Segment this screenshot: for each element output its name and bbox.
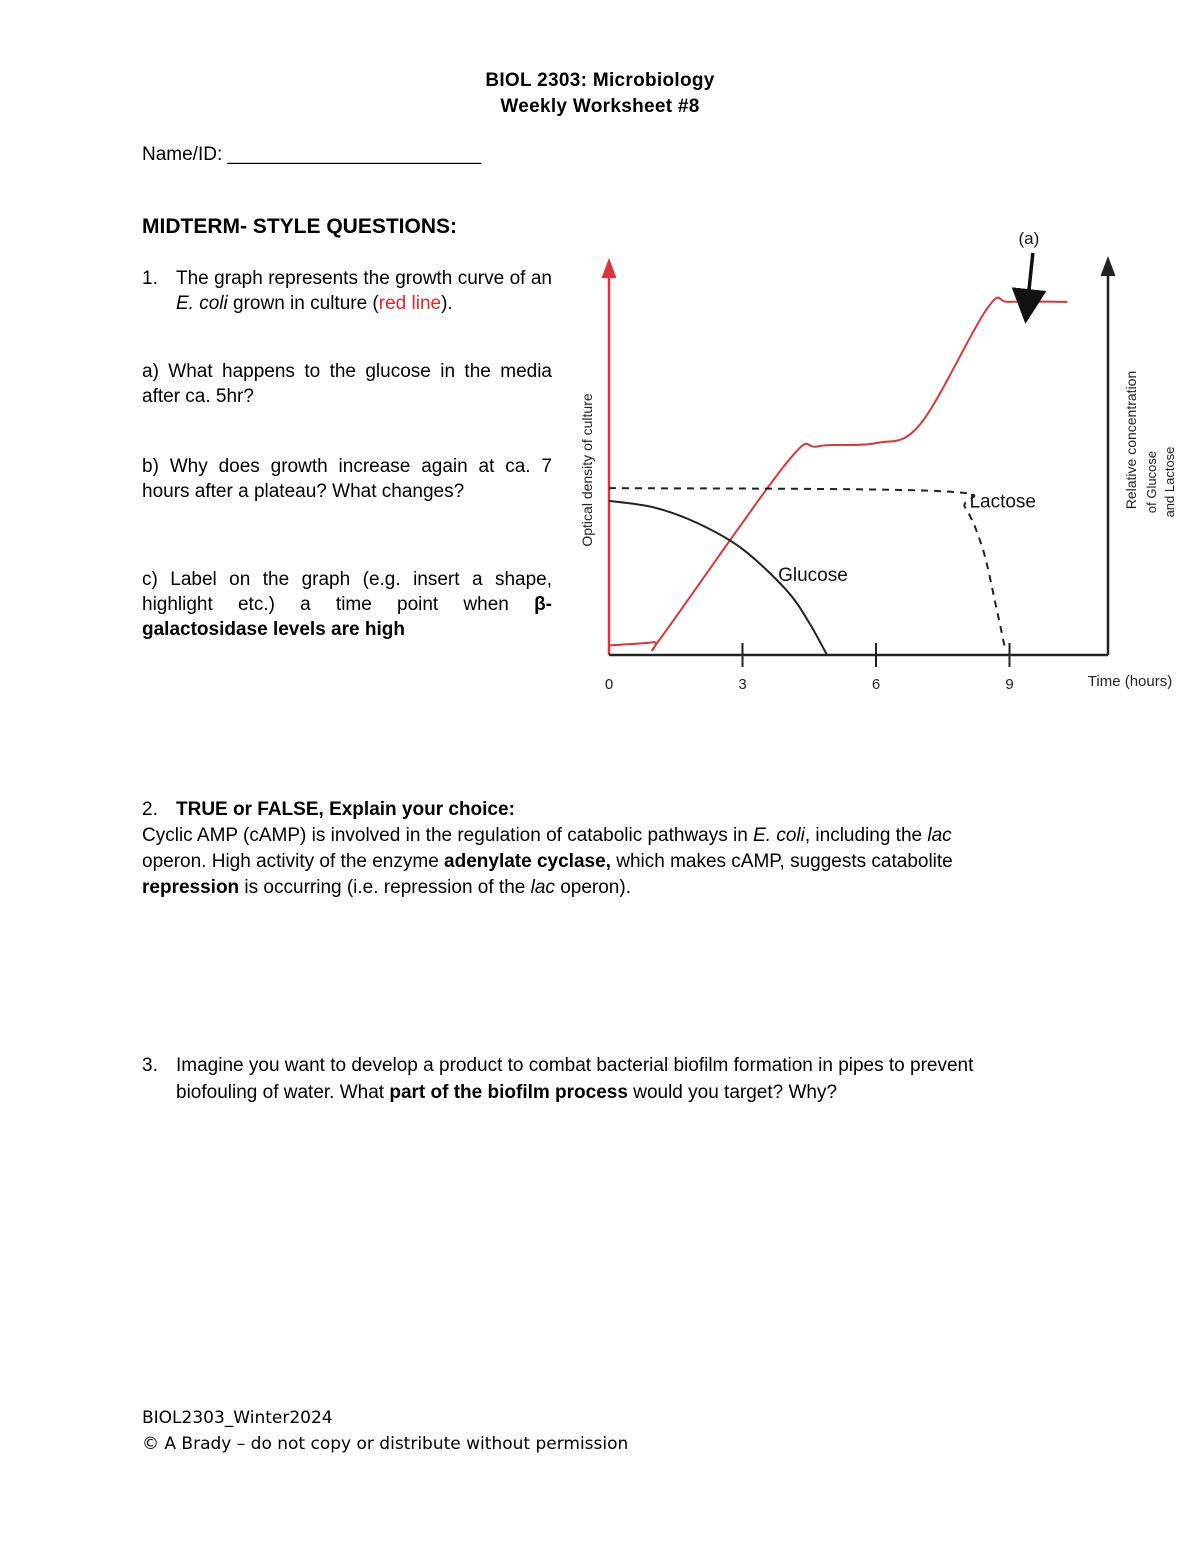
lactose-label: Lactose <box>969 491 1036 513</box>
q2-line1-lac: lac <box>927 825 952 846</box>
x-tick-label: 0 <box>604 676 614 693</box>
y-axis-left-label: Optical density of culture <box>579 393 595 547</box>
q3-line2-bold: part of the biofilm process <box>389 1082 628 1103</box>
q2-line1-b: , including the <box>804 825 928 846</box>
x-tick-label: 6 <box>871 676 881 693</box>
q2-line1-a: Cyclic AMP (cAMP) is involved in the regulation of catabolic pathways in <box>142 825 754 846</box>
footer-course: BIOL2303_Winter2024 <box>142 1408 333 1428</box>
q2-line1-species: E. coli <box>753 825 805 846</box>
q3-line1: Imagine you want to develop a product to combat bacterial biofilm formation in pipes to prevent <box>176 1055 974 1076</box>
course-title: BIOL 2303: Microbiology <box>485 70 715 91</box>
q1-red-line-label: red line <box>378 293 442 314</box>
q1-intro-text-c: ). <box>441 293 453 314</box>
q1-intro-text-b: grown in culture ( <box>227 293 379 314</box>
y-axis-right-label: of Glucose <box>1144 450 1159 514</box>
x-axis-label: Time (hours) <box>1087 673 1173 690</box>
series-line-growth-od- <box>609 298 1067 651</box>
footer-copyright: © A Brady – do not copy or distribute without permission <box>142 1434 629 1454</box>
x-tick-label: 3 <box>738 676 747 693</box>
worksheet-title: Weekly Worksheet #8 <box>500 96 700 117</box>
y-axis-right-label: Relative concentration <box>1123 370 1139 510</box>
q1-part-b: b) Why does growth increase again at ca. 7 hours after a plateau? What changes? <box>142 456 552 502</box>
glucose-label: Glucose <box>778 565 848 587</box>
q3 <box>142 1052 1152 1106</box>
q2-heading: TRUE or FALSE, Explain your choice: <box>176 799 515 820</box>
name-id-row <box>142 142 481 167</box>
q1-part-c-bold: β-galactosidase levels are high <box>142 594 552 640</box>
q3-number: 3. <box>142 1055 158 1076</box>
q1-intro-text-a: The graph represents the growth curve of an <box>176 268 552 289</box>
q1-part-c-text: c) Label on the graph (e.g. insert a shape, highlight etc.) a time point when <box>142 569 552 615</box>
q2 <box>142 797 1142 901</box>
q2-line2-b: which makes cAMP, suggests catabolite <box>610 851 953 872</box>
q2-line3-bold: repression <box>142 877 240 898</box>
q2-line3-a: is occurring (i.e. repression of the <box>239 877 531 898</box>
q1-part-a: a) What happens to the glucose in the media after ca. 5hr? <box>142 361 552 407</box>
q2-line2-bold: adenylate cyclase, <box>444 851 611 872</box>
annotation-a-label: (a) <box>1018 229 1040 248</box>
q2-line2-a: operon. High activity of the enzyme <box>142 851 445 872</box>
x-tick-label: 9 <box>1005 676 1014 693</box>
q3-line2-b: would you target? Why? <box>627 1082 838 1103</box>
q2-number: 2. <box>142 799 158 820</box>
q1-part-c <box>142 567 552 642</box>
q2-line3-lac: lac <box>530 877 555 898</box>
name-id-label: Name/ID: <box>142 144 223 165</box>
y-axis-right-label: and Lactose <box>1162 446 1177 518</box>
q1-number: 1. <box>142 268 158 289</box>
q3-line2-a: biofouling of water. What <box>176 1082 390 1103</box>
q1-intro <box>142 266 552 316</box>
q2-line3-b: operon). <box>554 877 631 898</box>
q1-species: E. coli <box>176 293 228 314</box>
name-id-blank[interactable]: ________________________ <box>227 144 482 165</box>
growth-chart <box>560 220 1190 700</box>
section-heading: MIDTERM- STYLE QUESTIONS: <box>142 215 457 238</box>
